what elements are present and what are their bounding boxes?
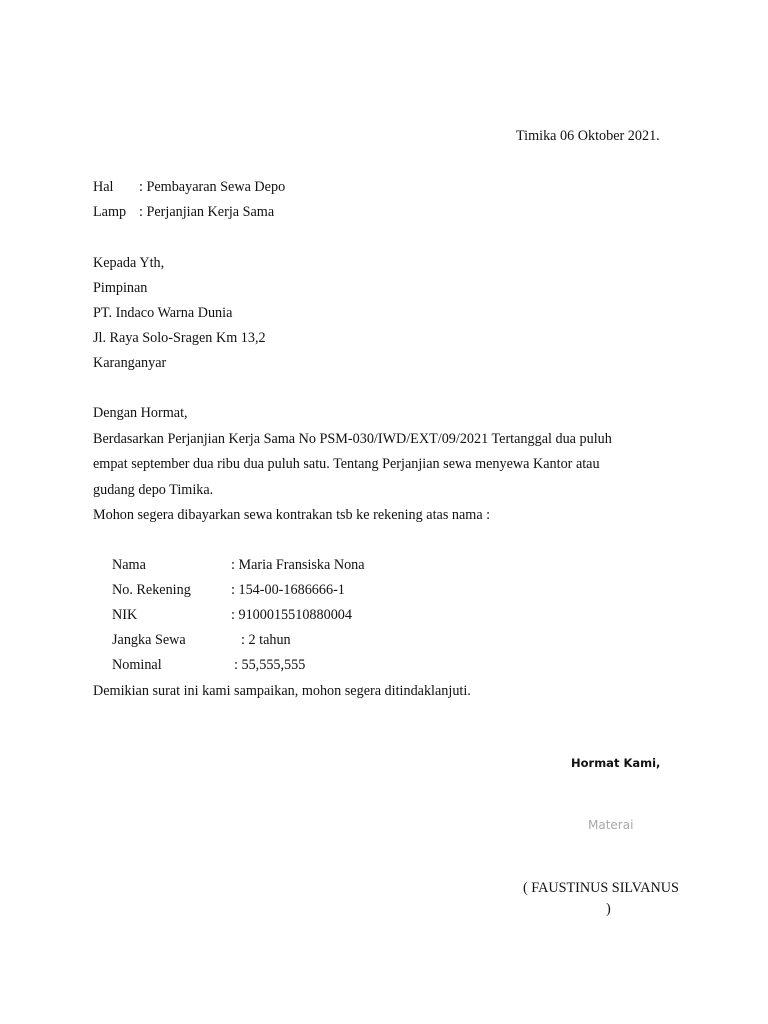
recipient-line: Karanganyar bbox=[93, 355, 167, 371]
nama-label: Nama bbox=[112, 557, 146, 573]
greeting: Dengan Hormat, bbox=[93, 405, 188, 421]
rekening-label: No. Rekening bbox=[112, 582, 191, 598]
recipient-line: Pimpinan bbox=[93, 280, 148, 296]
body-line: Berdasarkan Perjanjian Kerja Sama No PSM-030/IWD/EXT/09/2021 Tertanggal dua puluh bbox=[93, 431, 612, 447]
nominal-value: : 55,555,555 bbox=[234, 657, 306, 673]
signatory-name-close: ) bbox=[606, 901, 611, 917]
jangka-sewa-label: Jangka Sewa bbox=[112, 632, 186, 648]
nominal-label: Nominal bbox=[112, 657, 162, 673]
closing-line: Demikian surat ini kami sampaikan, mohon segera ditindaklanjuti. bbox=[93, 683, 471, 699]
body-line: gudang depo Timika. bbox=[93, 482, 214, 498]
recipient-line: PT. Indaco Warna Dunia bbox=[93, 305, 233, 321]
place-date: Timika 06 Oktober 2021. bbox=[516, 128, 660, 144]
nik-label: NIK bbox=[112, 607, 138, 623]
signature-salutation: Hormat Kami, bbox=[571, 756, 661, 770]
signatory-name: ( FAUSTINUS SILVANUS bbox=[523, 880, 679, 896]
lamp-value: : Perjanjian Kerja Sama bbox=[139, 204, 275, 220]
body-line: empat september dua ribu dua puluh satu. Tentang Perjanjian sewa menyewa Kantor atau bbox=[93, 456, 600, 472]
hal-label: Hal bbox=[93, 179, 114, 195]
nik-value: : 9100015510880004 bbox=[231, 607, 352, 623]
hal-value: : Pembayaran Sewa Depo bbox=[139, 179, 286, 195]
recipient-line: Jl. Raya Solo-Sragen Km 13,2 bbox=[93, 330, 266, 346]
nama-value: : Maria Fransiska Nona bbox=[231, 557, 365, 573]
materai-stamp-placeholder: Materai bbox=[588, 818, 634, 832]
body-line: Mohon segera dibayarkan sewa kontrakan tsb ke rekening atas nama : bbox=[93, 507, 491, 523]
jangka-sewa-value: : 2 tahun bbox=[241, 632, 291, 648]
rekening-value: : 154-00-1686666-1 bbox=[231, 582, 345, 598]
lamp-label: Lamp bbox=[93, 204, 127, 220]
recipient-line: Kepada Yth, bbox=[93, 255, 165, 271]
